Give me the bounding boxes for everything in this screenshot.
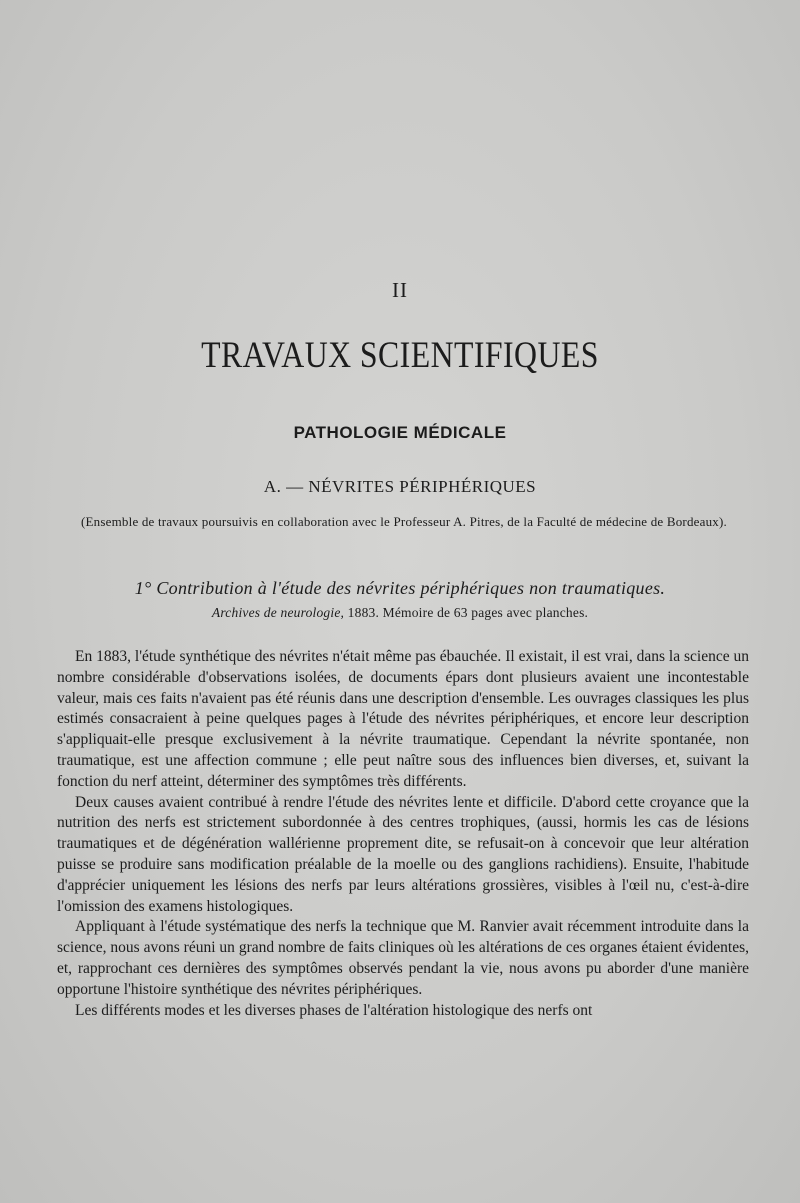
page-title: TRAVAUX SCIENTIFIQUES — [201, 335, 599, 376]
work-details: 1883. Mémoire de 63 pages avec planches. — [347, 605, 589, 620]
chapter-number: II — [392, 278, 408, 302]
paragraph: En 1883, l'étude synthétique des névrites n'était même pas ébauchée. Il existait, il est vrai, dans la science un nombre considérable d'observations isolées, de documents épars dont plusieurs avaient une incontestable valeur, mais ces faits n'avaient pas été réunis dans une description d'ensemble. Les ouvrages classiques les plus estimés consacraient à peine quelques pages à l'étude des névrites périphériques, et encore leur description s'appliquait-elle presque exclusivement à la névrite traumatique. Cependant la névrite spontanée, non traumatique, est une affection commune ; elle peut naître sous des influences bien diverses, et, suivant la fonction du nerf atteint, déterminer des symptômes très différents. — [57, 648, 749, 790]
work-title: 1° Contribution à l'étude des névrites périphériques non traumatiques. — [134, 578, 666, 598]
body-text — [57, 647, 749, 1021]
journal-name: Archives de neurologie, — [211, 605, 345, 620]
collaboration-note: (Ensemble de travaux poursuivis en collaboration avec le Professeur A. Pitres, de la Faculté de médecine de Bordeaux). — [81, 514, 727, 529]
paragraph: Appliquant à l'étude systématique des nerfs la technique que M. Ranvier avait récemment introduite dans la science, nous avons réuni un grand nombre de faits cliniques où les altérations de ces organes étaient évidentes, et, rapprochant ces dernières des symptômes observés pendant la vie, nous avons pu aborder d'une manière opportune l'histoire synthétique des névrites périphériques. — [57, 918, 749, 998]
section-title: PATHOLOGIE MÉDICALE — [293, 423, 507, 442]
paragraph: Les différents modes et les diverses phases de l'altération histologique des nerfs ont — [75, 1001, 593, 1019]
subsection-title: A. — NÉVRITES PÉRIPHÉRIQUES — [263, 477, 537, 496]
work-source — [0, 605, 800, 621]
paragraph: Deux causes avaient contribué à rendre l'étude des névrites lente et difficile. D'abord cette croyance que la nutrition des nerfs est strictement subordonnée à des centres trophiques, (aussi, hormis les cas de lésions traumatiques et de dégénération wallérienne proprement dite, se refusait-on à concevoir que leur altération puisse se produire sans modification préalable de la moelle ou des ganglions rachidiens). Ensuite, l'habitude d'apprécier uniquement les lésions des nerfs par leurs altérations grossières, visibles à l'œil nu, c'est-à-dire l'omission des examens histologiques. — [57, 793, 749, 915]
